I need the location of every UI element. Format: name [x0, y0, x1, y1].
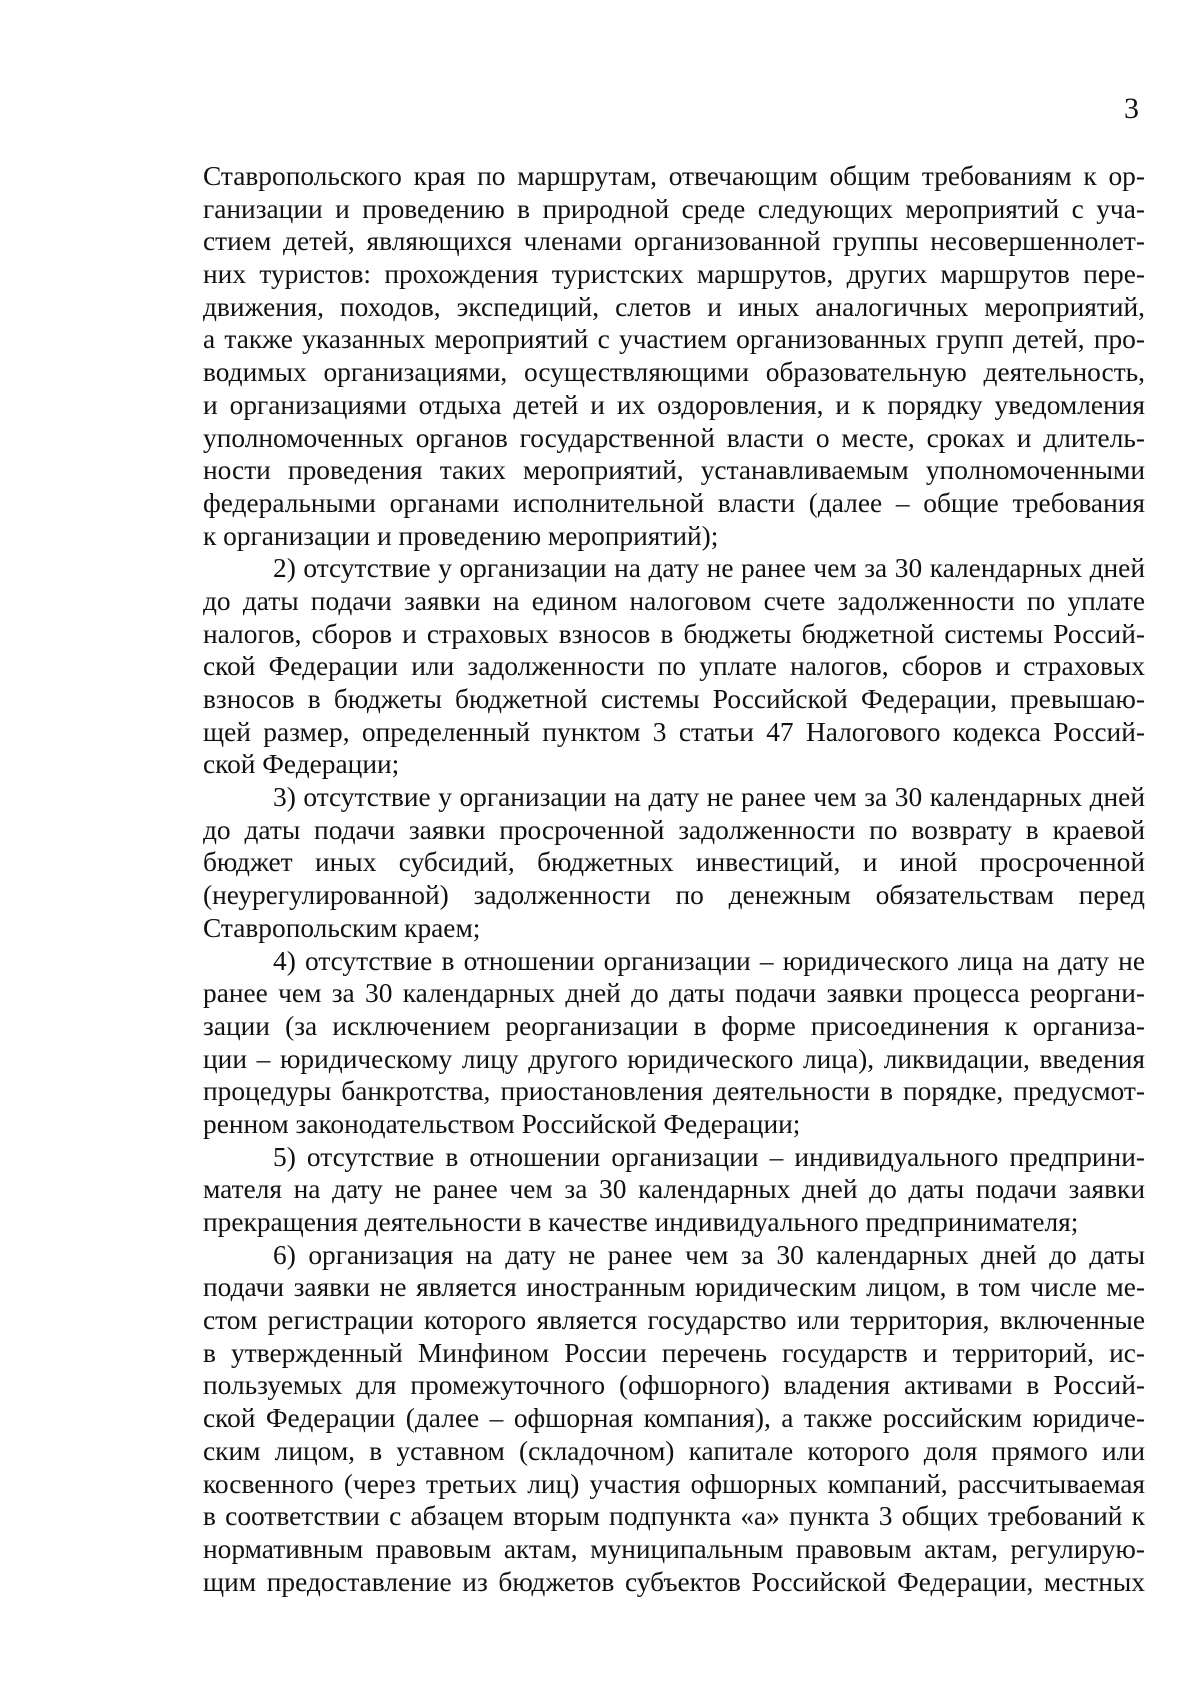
- text-line: (неурегулированной) задолженности по денежным обязательствам перед: [203, 880, 1145, 911]
- text-line: подачи заявки не является иностранным юридическим лицом, в том числе ме-: [203, 1272, 1145, 1303]
- text-line: к организации и проведению мероприятий);: [203, 520, 719, 551]
- text-line: федеральными органами исполнительной власти (далее – общие требования: [203, 487, 1145, 518]
- page-number: 3: [1124, 92, 1139, 125]
- text-line: Ставропольского края по маршрутам, отвечающим общим требованиям к ор-: [203, 161, 1145, 191]
- text-line: до даты подачи заявки просроченной задолженности по возврату в краевой: [203, 814, 1145, 845]
- text-line: процедуры банкротства, приостановления деятельности в порядке, предусмот-: [203, 1076, 1145, 1107]
- text-line: щим предоставление из бюджетов субъектов Российской Федерации, местных: [203, 1566, 1145, 1597]
- text-line: Ставропольским краем;: [203, 912, 481, 943]
- text-line: водимых организациями, осуществляющими образовательную деятельность,: [203, 357, 1145, 388]
- text-line: до даты подачи заявки на едином налоговом счете задолженности по уплате: [203, 585, 1145, 616]
- text-line: косвенного (через третьих лиц) участия офшорных компаний, рассчитываемая: [203, 1468, 1145, 1499]
- text-line: ской Федерации;: [203, 749, 400, 780]
- text-line: а также указанных мероприятий с участием организованных групп детей, про-: [203, 324, 1145, 355]
- paragraph-item-2: [203, 552, 1145, 781]
- text-line: 4) отсутствие в отношении организации – юридического лица на дату не: [273, 945, 1145, 976]
- text-line: 5) отсутствие в отношении организации – индивидуального предприни-: [273, 1141, 1145, 1172]
- text-line: ской Федерации или задолженности по уплате налогов, сборов и страховых: [203, 651, 1145, 682]
- paragraph-continuation: [203, 160, 1145, 552]
- text-line: стом регистрации которого является государство или территория, включенные: [203, 1305, 1145, 1336]
- text-line: стием детей, являющихся членами организованной группы несовершеннолет-: [203, 226, 1145, 257]
- text-line: бюджет иных субсидий, бюджетных инвестиций, и иной просроченной: [203, 847, 1145, 878]
- text-line: ским лицом, в уставном (складочном) капитале которого доля прямого или: [203, 1435, 1145, 1466]
- text-line: взносов в бюджеты бюджетной системы Российской Федерации, превышаю-: [203, 684, 1145, 714]
- text-line: мателя на дату не ранее чем за 30 календарных дней до даты подачи заявки: [203, 1174, 1145, 1205]
- text-line: щей размер, определенный пунктом 3 статьи 47 Налогового кодекса Россий-: [203, 716, 1145, 747]
- paragraph-item-5: [203, 1141, 1145, 1239]
- text-line: в соответствии с абзацем вторым подпункта «а» пункта 3 общих требований к: [203, 1501, 1145, 1532]
- paragraph-item-4: [203, 945, 1145, 1141]
- text-line: налогов, сборов и страховых взносов в бюджеты бюджетной системы Россий-: [203, 618, 1145, 649]
- text-line: 2) отсутствие у организации на дату не ранее чем за 30 календарных дней: [273, 553, 1145, 584]
- paragraph-item-6: [203, 1239, 1145, 1599]
- text-line: уполномоченных органов государственной власти о месте, сроках и длитель-: [203, 422, 1145, 453]
- text-line: зации (за исключением реорганизации в форме присоединения к организа-: [203, 1010, 1145, 1041]
- text-line: ности проведения таких мероприятий, устанавливаемым уполномоченными: [203, 455, 1145, 486]
- text-line: ской Федерации (далее – офшорная компания), а также российским юридиче-: [203, 1403, 1145, 1434]
- text-line: 3) отсутствие у организации на дату не ранее чем за 30 календарных дней: [273, 782, 1145, 813]
- text-line: нормативным правовым актам, муниципальным правовым актам, регулирую-: [203, 1533, 1145, 1564]
- text-line: в утвержденный Минфином России перечень государств и территорий, ис-: [203, 1337, 1145, 1368]
- text-line: движения, походов, экспедиций, слетов и иных аналогичных мероприятий,: [203, 291, 1145, 322]
- document-body: [203, 160, 1145, 1598]
- text-line: и организациями отдыха детей и их оздоровления, и к порядку уведомления: [203, 389, 1145, 420]
- text-line: ции – юридическому лицу другого юридического лица), ликвидации, введения: [203, 1043, 1145, 1074]
- text-line: ранее чем за 30 календарных дней до даты подачи заявки процесса реоргани-: [203, 978, 1145, 1009]
- text-line: них туристов: прохождения туристских маршрутов, других маршрутов пере-: [203, 259, 1145, 290]
- text-line: ганизации и проведению в природной среде следующих мероприятий с уча-: [203, 193, 1145, 224]
- paragraph-item-3: [203, 781, 1145, 944]
- text-line: пользуемых для промежуточного (офшорного) владения активами в Россий-: [203, 1370, 1145, 1401]
- text-line: 6) организация на дату не ранее чем за 30 календарных дней до даты: [273, 1239, 1145, 1270]
- text-line: ренном законодательством Российской Федерации;: [203, 1108, 801, 1139]
- text-line: прекращения деятельности в качестве индивидуального предпринимателя;: [203, 1207, 1079, 1237]
